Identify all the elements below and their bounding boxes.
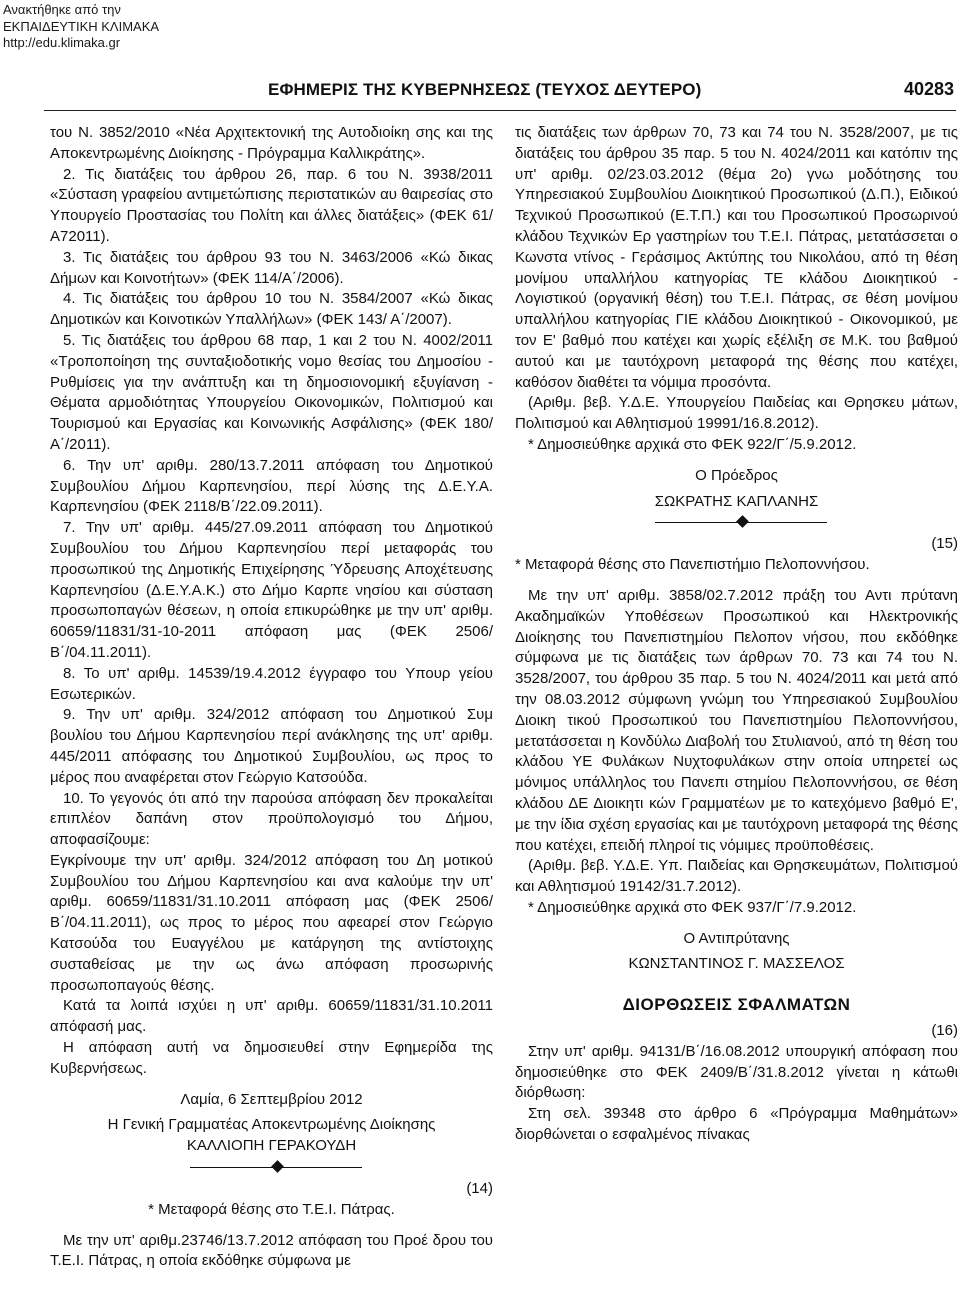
section-heading: ΔΙΟΡΘΩΣΕΙΣ ΣΦΑΛΜΑΤΩΝ xyxy=(622,995,851,1015)
paragraph: Στη σελ. 39348 στο άρθρο 6 «Πρόγραμμα Μαθημάτων» διορθώνεται ο εσφαλμένος πίνακας xyxy=(515,1105,958,1144)
paragraph: * Δημοσιεύθηκε αρχικά στο ΦΕΚ 937/Γ΄/7.9.2012. xyxy=(528,898,857,916)
watermark xyxy=(3,2,159,52)
paragraph: 9. Την υπ' αριθμ. 324/2012 απόφαση του Δημοτικού Συμ βουλίου του Δήμου Καρπενησίου περί ανάκλησης της υπ' αριθμ. 445/2011 απόφασης του Δημοτικού Συμβουλίου, ως προς το μέρος που αναφέρεται στον Γεώργιο Κατσούδα. xyxy=(50,706,493,786)
paragraph: του Ν. 3852/2010 «Νέα Αρχιτεκτονική της Αυτοδιοίκη σης και της Αποκεντρωμένης Διοίκησης - Πρόγραμμα Καλλικράτης». xyxy=(50,124,493,162)
section-divider xyxy=(515,512,958,534)
paragraph: τις διατάξεις των άρθρων 70, 73 και 74 του Ν. 3528/2007, με τις διατάξεις του άρθρου 35 παρ. 5 του Ν. 4024/2011 και κατόπιν της υπ' αριθμ. 02/23.03.2012 (θέμα 2ο) γνω μοδότησης του Υπηρεσιακού Συμβουλίου Διοικητικού Προσωπικού (Δ.Π.), Ειδικού Τεχνικού Προσωπικού (Ε.Τ.Π.) και του Προσωπικού Προσωρινού κλάδου Τεχνικών Ερ γαστηρίων του Τ.Ε.Ι. Πάτρας, μετατάσσεται ο Κωνστα ντίνος - Γεράσιμος Ακτύπης του Νικολάου, από τη θέση μονίμου υπαλλήλου κατηγορίας ΤΕ κλάδου Διοικητικού - Λογιστικού (οργανική θέση) του Τ.Ε.Ι. Πάτρας, σε θέση μονίμου υπαλλήλου κατηγορίας ΓΙΕ κλάδου Διοικητικού - Οικονομικού, με τον Ε' βαθμό που κατέχει και χωρίς εξέλιξη σε Μ.Κ. του βαθμού αυτού και με ταυτόχρονη μεταφορά της θέσης που κατέχει, καθόσον διαθέτει τα νόμιμα προσόντα. xyxy=(515,124,958,391)
paragraph: 3. Τις διατάξεις του άρθρου 93 του Ν. 3463/2006 «Κώ δικας Δήμων και Κοινοτήτων» (ΦΕΚ 114/Α΄/2006). xyxy=(50,248,493,287)
paragraph: 8. Το υπ' αριθμ. 14539/19.4.2012 έγγραφο του Υπουρ γείου Εσωτερικών. xyxy=(50,664,493,703)
page-header xyxy=(0,80,960,110)
decision-number: (16) xyxy=(931,1022,958,1040)
paragraph: (Αριθμ. βεβ. Υ.Δ.Ε. Υπουργείου Παιδείας και Θρησκευ μάτων, Πολιτισμού και Αθλητισμού 19991/16.8.2012). xyxy=(515,394,958,433)
signer-title: Ο Αντιπρύτανης xyxy=(683,929,790,947)
paragraph: 7. Την υπ' αριθμ. 445/27.09.2011 απόφαση του Δημοτικού Συμβουλίου του Δήμου Καρπενησίου περί μεταφοράς του προσωπικού της Δημοτικής Επιχείρησης Ύδρευσης Αποχέτευσης Καρπενησίου (Δ.Ε.Υ.Α.Κ.) στο Δήμο Καρπε νησίου και σύσταση προσωποπαγών θέσεων, η οποία επικυρώθηκε με την υπ' αριθμ. 60659/11831/31-10-2011 απόφαση μας (ΦΕΚ 2506/Β΄/04.11.2011). xyxy=(50,519,493,661)
decision-subject: * Μεταφορά θέσης στο Πανεπιστήμιο Πελοποννήσου. xyxy=(515,556,870,574)
section-divider xyxy=(50,1157,493,1179)
paragraph: Με την υπ' αριθμ. 3858/02.7.2012 πράξη του Αντι πρύτανη Ακαδημαϊκών Υποθέσεων Προσωπικού και Ηλεκτρονικής Διοίκησης του Πανεπιστημίου Πελοπον νήσου, που εκδόθηκε σύμφωνα με τις διατάξεις των άρθρων 70. 73 και 74 του Ν. 3528/2007, του άρθρου 35 παρ. 5 του Ν. 4024/2011 και μετά από την 08.03.2012 σύμφωνη γνώμη του Υπηρεσιακού Συμβουλίου Διοικη τικού Προσωπικού του Πανεπιστημίου Πελοποννήσου, μετατάσσεται η Κονδύλω Διαβολή του Στυλιανού, από τη θέση του κλάδου ΥΕ Φυλάκων Νυχτοφυλάκων στην οποία υπηρετεί ως μόνιμος υπάλληλος του Πανεπι στημίου Πελοποννήσου, σε θέση κλάδου ΔΕ Διοικητι κών Γραμματέων με το κατεχόμενο βαθμό Ε', με την ίδια σχέση εργασίας και με ταυτόχρονη μεταφορά της θέσης που κατέχει, επειδή πληροί τις νόμιμες προϋποθέσεις. xyxy=(515,586,958,854)
decision-subject: * Μεταφορά θέσης στο Τ.Ε.Ι. Πάτρας. xyxy=(148,1200,395,1218)
page-number: 40283 xyxy=(903,79,954,99)
decision-number: (15) xyxy=(931,535,958,553)
paragraph: 2. Τις διατάξεις του άρθρου 26, παρ. 6 του Ν. 3938/2011 «Σύσταση γραφείου αντιμετώπισης περιστατικών αυ θαιρεσίας στο Υπουργείο Προστασίας του Πολίτη και άλλες διατάξεις» (ΦΕΚ 61/Α72011). xyxy=(50,165,493,245)
paragraph: Εγκρίνουμε την υπ' αριθμ. 324/2012 απόφαση του Δη μοτικού Συμβουλίου του Δήμου Καρπενησίου και ανα καλούμε την υπ' αριθμ. 60659/11831/31.10.2011 απόφαση μας (ΦΕΚ 2506/Β΄/04.11.2011), ως προς το μέρος που αφεαρεί στον Γεώργιο Κατσούδα του Ευαγγέλου με κατάργηση της αντίστοιχης συσταθείσας με την ως άνω απόφαση προσωρινής προσωποπαγούς θέσης. xyxy=(50,851,493,994)
watermark-link[interactable]: http://edu.klimaka.gr xyxy=(3,35,121,50)
left-column xyxy=(50,123,493,1272)
right-column xyxy=(515,123,958,1146)
paragraph: (Αριθμ. βεβ. Υ.Δ.Ε. Υπ. Παιδείας και Θρησκευμάτων, Πολιτισμού και Αθλητισμού 19142/31.7.2012). xyxy=(515,857,958,896)
signer-name: ΚΑΛΛΙΟΠΗ ΓΕΡΑΚΟΥΔΗ xyxy=(186,1137,357,1155)
watermark-line-2: ΕΚΠΑΙΔΕΥΤΙΚΗ ΚΛΙΜΑΚΑ xyxy=(3,18,160,34)
paragraph: Με την υπ' αριθμ.23746/13.7.2012 απόφαση του Προέ δρου του Τ.Ε.Ι. Πάτρας, η οποία εκδόθηκε σύμφωνα με xyxy=(50,1231,493,1270)
paragraph: 4. Τις διατάξεις του άρθρου 10 του Ν. 3584/2007 «Κώ δικας Δημοτικών και Κοινοτικών Υπαλλήλων» (ΦΕΚ 143/ Α΄/2007). xyxy=(50,290,493,329)
signer-title: Ο Πρόεδρος xyxy=(695,466,778,484)
header-rule xyxy=(44,110,956,111)
signer-name: ΣΩΚΡΑΤΗΣ ΚΑΠΛΑΝΗΣ xyxy=(654,492,819,510)
paragraph: * Δημοσιεύθηκε αρχικά στο ΦΕΚ 922/Γ΄/5.9.2012. xyxy=(528,435,857,453)
paragraph: 5. Τις διατάξεις του άρθρου 68 παρ, 1 και 2 του Ν. 4002/2011 «Τροποποίηση της συνταξιοδοτικής νομο θεσίας του Δημοσίου - Ρυθμίσεις για την ανάπτυξη και τη δημοσιονομική εξυγίανση - Θέματα αρμοδιότητας Υπουργείου Οικονομικών, Πολιτισμού και Τουρισμού και Εργασίας και Κοινωνικής Ασφάλισης» (ΦΕΚ 180/Α΄/2011). xyxy=(50,331,493,453)
signer-title: Η Γενική Γραμματέας Αποκεντρωμένης Διοίκησης xyxy=(107,1116,436,1134)
watermark-line-1: Ανακτήθηκε από την xyxy=(3,2,121,17)
paragraph: Η απόφαση αυτή να δημοσιευθεί στην Εφημερίδα της Κυβερνήσεως. xyxy=(50,1039,493,1077)
place-date: Λαμία, 6 Σεπτεμβρίου 2012 xyxy=(180,1090,363,1108)
gazette-title: ΕΦΗΜΕΡΙΣ ΤΗΣ ΚΥΒΕΡΝΗΣΕΩΣ (ΤΕΥΧΟΣ ΔΕΥΤΕΡΟ) xyxy=(268,80,702,99)
decision-number: (14) xyxy=(466,1180,493,1198)
paragraph: Κατά τα λοιπά ισχύει η υπ' αριθμ. 60659/11831/31.10.2011 απόφασή μας. xyxy=(50,997,493,1036)
paragraph: 10. Το γεγονός ότι από την παρούσα απόφαση δεν προκαλείται επιπλέον δαπάνη στον προϋπολογισμό του Δήμου, αποφασίζουμε: xyxy=(50,789,493,849)
paragraph: 6. Την υπ' αριθμ. 280/13.7.2011 απόφαση του Δημοτικού Συμβουλίου Δήμου Καρπενησίου, περί λύσης της Δ.Ε.Υ.Α. Καρπενησίου (ΦΕΚ 2118/Β΄/22.09.2011). xyxy=(50,456,493,516)
signer-name: ΚΩΝΣΤΑΝΤΙΝΟΣ Γ. ΜΑΣΣΕΛΟΣ xyxy=(628,955,845,973)
paragraph: Στην υπ' αριθμ. 94131/Β΄/16.08.2012 υπουργική απόφαση που δημοσιεύθηκε στο ΦΕΚ 2409/Β΄/31.8.2012 γίνεται η κάτωθι διόρθωση: xyxy=(515,1042,958,1102)
